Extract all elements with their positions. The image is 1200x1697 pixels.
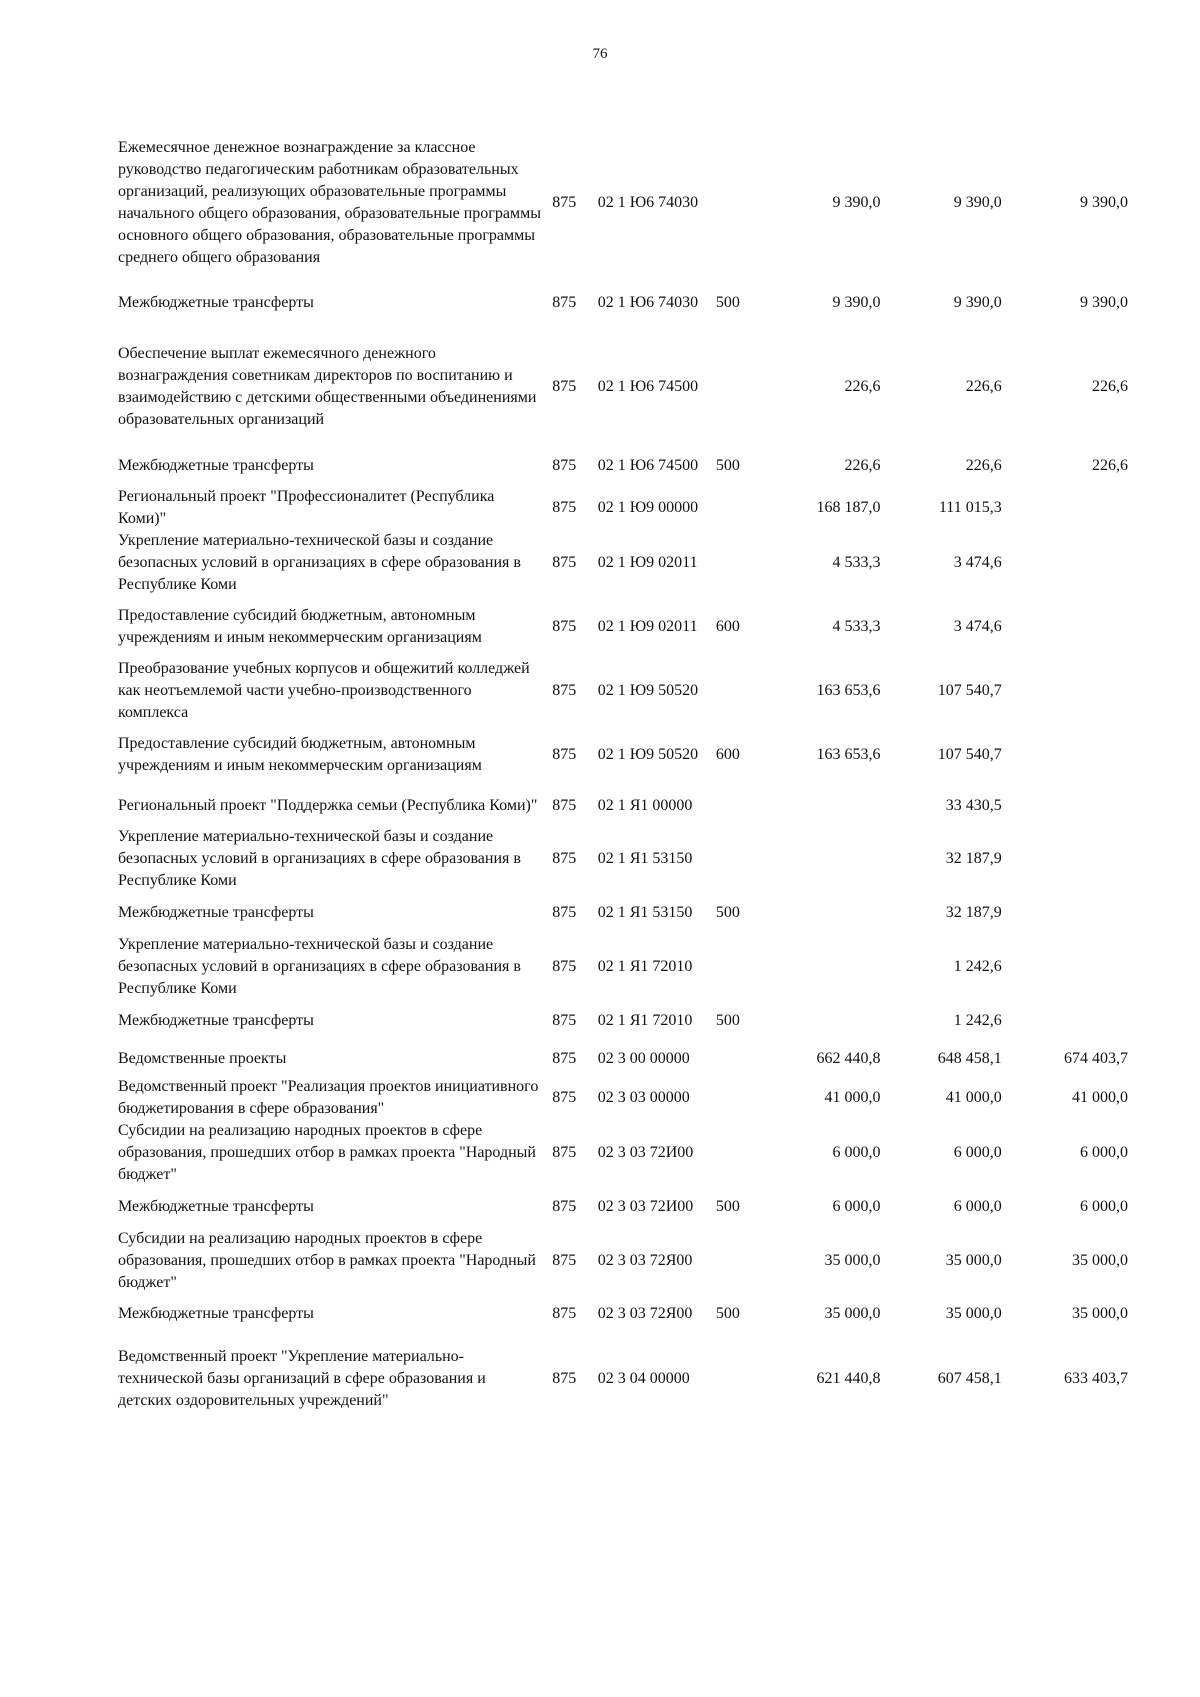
row-amount-year1: 6 000,0	[832, 1198, 881, 1215]
row-amount-year3: 226,6	[1092, 378, 1128, 395]
row-amount-year1: 662 440,8	[816, 1050, 881, 1067]
row-name: Региональный проект "Профессионалитет (Республика Коми)"	[118, 488, 495, 527]
row-amount-year2: 226,6	[965, 378, 1002, 395]
row-amount-year3: 35 000,0	[1072, 1305, 1128, 1322]
row-amount-year3: 6 000,0	[1080, 1198, 1128, 1215]
row-grbs-code: 875	[552, 904, 577, 921]
table-body	[118, 128, 1128, 1424]
row-grbs-code: 875	[552, 194, 577, 211]
row-expense-type: 600	[715, 746, 740, 763]
row-name: Укрепление материально-технической базы и создание безопасных условий в организациях в сфере образования в Республике Коми	[118, 936, 521, 997]
table-row	[118, 1000, 1128, 1042]
row-amount-year3: 41 000,0	[1072, 1089, 1128, 1106]
row-name: Укрепление материально-технической базы и создание безопасных условий в организациях в сфере образования в Республике Коми	[118, 532, 521, 593]
row-expense-type: 600	[715, 618, 740, 635]
row-name: Межбюджетные трансферты	[118, 1305, 314, 1322]
row-amount-year1: 41 000,0	[824, 1089, 881, 1106]
row-name: Субсидии на реализацию народных проектов в сфере образования, прошедших отбор в рамках проекта "Народный бюджет"	[118, 1122, 536, 1183]
row-amount-year1: 621 440,8	[816, 1370, 881, 1387]
row-target-article: 02 3 04 00000	[597, 1370, 690, 1387]
row-amount-year2: 9 390,0	[953, 194, 1002, 211]
row-expense-type	[716, 786, 761, 826]
row-amount-year1: 163 653,6	[816, 682, 881, 699]
row-name: Ежемесячное денежное вознаграждение за классное руководство педагогическим работникам образовательных организаций, реализующих образовательные программы начального общего образования, образовательные программы основного общего образования, образовательные программы среднего общего образования	[118, 139, 541, 266]
row-amount-year2: 1 242,6	[953, 1012, 1002, 1029]
row-target-article: 02 3 00 00000	[597, 1050, 690, 1067]
budget-table	[118, 128, 1128, 1424]
row-grbs-code: 875	[552, 1198, 577, 1215]
table-row	[118, 1042, 1128, 1076]
row-amount-year3	[1002, 486, 1128, 530]
row-amount-year2: 32 187,9	[945, 850, 1002, 867]
row-grbs-code: 875	[552, 746, 577, 763]
row-amount-year2: 32 187,9	[945, 904, 1002, 921]
table-row	[118, 1186, 1128, 1228]
table-row	[118, 1228, 1128, 1294]
row-expense-type	[716, 328, 761, 446]
row-grbs-code: 875	[552, 1252, 577, 1269]
row-name: Межбюджетные трансферты	[118, 294, 314, 311]
row-target-article: 02 1 Ю9 00000	[597, 499, 699, 516]
row-amount-year2: 226,6	[965, 457, 1002, 474]
row-amount-year2: 6 000,0	[953, 1144, 1002, 1161]
row-target-article: 02 1 Ю9 02011	[597, 618, 698, 635]
row-grbs-code: 875	[552, 958, 577, 975]
row-name: Межбюджетные трансферты	[118, 904, 314, 921]
table-row	[118, 278, 1128, 328]
row-amount-year1	[761, 1000, 880, 1042]
row-amount-year3	[1002, 724, 1128, 786]
row-amount-year2: 35 000,0	[945, 1305, 1002, 1322]
row-target-article: 02 1 Ю6 74500	[597, 457, 699, 474]
row-expense-type: 500	[715, 1305, 740, 1322]
row-grbs-code: 875	[552, 850, 577, 867]
row-target-article: 02 1 Я1 53150	[597, 850, 693, 867]
row-grbs-code: 875	[552, 1305, 577, 1322]
row-grbs-code: 875	[552, 457, 577, 474]
row-grbs-code: 875	[552, 378, 577, 395]
row-expense-type	[716, 530, 761, 596]
row-amount-year1: 168 187,0	[816, 499, 881, 516]
table-row	[118, 486, 1128, 530]
row-grbs-code: 875	[552, 1089, 577, 1106]
row-name: Укрепление материально-технической базы и создание безопасных условий в организациях в сфере образования в Республике Коми	[118, 828, 521, 889]
row-target-article: 02 1 Ю6 74500	[597, 378, 699, 395]
row-amount-year1	[761, 786, 880, 826]
row-amount-year3: 35 000,0	[1072, 1252, 1128, 1269]
row-amount-year2: 9 390,0	[953, 294, 1002, 311]
row-expense-type	[716, 486, 761, 530]
row-amount-year2: 607 458,1	[937, 1370, 1002, 1387]
row-name: Субсидии на реализацию народных проектов в сфере образования, прошедших отбор в рамках проекта "Народный бюджет"	[118, 1230, 536, 1291]
row-target-article: 02 1 Я1 72010	[597, 958, 693, 975]
row-amount-year3	[1002, 826, 1128, 892]
row-grbs-code: 875	[552, 1370, 577, 1387]
table-row	[118, 826, 1128, 892]
row-amount-year1: 226,6	[844, 378, 881, 395]
row-grbs-code: 875	[552, 1144, 577, 1161]
row-grbs-code: 875	[552, 294, 577, 311]
row-name: Межбюджетные трансферты	[118, 457, 314, 474]
row-amount-year3	[1002, 1000, 1128, 1042]
row-target-article: 02 1 Я1 72010	[597, 1012, 693, 1029]
row-expense-type: 500	[715, 294, 740, 311]
row-expense-type: 500	[715, 457, 740, 474]
row-target-article: 02 3 03 72И00	[597, 1198, 694, 1215]
row-grbs-code: 875	[552, 1050, 577, 1067]
row-amount-year2: 648 458,1	[937, 1050, 1002, 1067]
row-amount-year1: 6 000,0	[832, 1144, 881, 1161]
row-target-article: 02 3 03 72Я00	[597, 1305, 693, 1322]
row-expense-type	[716, 1228, 761, 1294]
table-row	[118, 892, 1128, 934]
row-amount-year2: 6 000,0	[953, 1198, 1002, 1215]
row-amount-year2: 35 000,0	[945, 1252, 1002, 1269]
row-amount-year2: 1 242,6	[953, 958, 1002, 975]
row-expense-type	[716, 934, 761, 1000]
table-row	[118, 1334, 1128, 1424]
row-amount-year3: 674 403,7	[1064, 1050, 1128, 1067]
row-amount-year3	[1002, 658, 1128, 724]
row-amount-year1: 4 533,3	[832, 618, 881, 635]
row-target-article: 02 3 03 72И00	[597, 1144, 694, 1161]
row-name: Ведомственный проект "Укрепление материально-технической базы организаций в сфере образования и детских оздоровительных учреждений"	[118, 1348, 486, 1409]
row-amount-year2: 107 540,7	[937, 746, 1002, 763]
row-grbs-code: 875	[552, 499, 577, 516]
row-expense-type	[716, 128, 761, 278]
row-target-article: 02 1 Ю9 50520	[597, 746, 699, 763]
table-row	[118, 1120, 1128, 1186]
table-row	[118, 596, 1128, 658]
row-expense-type	[716, 658, 761, 724]
row-name: Региональный проект "Поддержка семьи (Республика Коми)"	[118, 797, 538, 814]
row-amount-year2: 111 015,3	[938, 499, 1002, 516]
row-target-article: 02 3 03 72Я00	[597, 1252, 693, 1269]
row-amount-year3	[1002, 786, 1128, 826]
row-amount-year1: 9 390,0	[832, 294, 881, 311]
row-amount-year2: 33 430,5	[945, 797, 1002, 814]
row-expense-type	[716, 826, 761, 892]
row-amount-year3: 9 390,0	[1080, 194, 1128, 211]
row-amount-year3: 226,6	[1092, 457, 1128, 474]
row-amount-year1	[761, 892, 880, 934]
row-expense-type	[716, 1334, 761, 1424]
row-name: Обеспечение выплат ежемесячного денежного вознаграждения советникам директоров по воспитанию и взаимодействию с детскими общественными объединениями образовательных организаций	[118, 345, 537, 428]
row-name: Предоставление субсидий бюджетным, автономным учреждениям и иным некоммерческим организациям	[118, 735, 482, 774]
row-amount-year1: 35 000,0	[824, 1305, 881, 1322]
row-target-article: 02 1 Я1 00000	[597, 797, 693, 814]
row-amount-year3: 6 000,0	[1080, 1144, 1128, 1161]
table-row	[118, 658, 1128, 724]
row-expense-type	[716, 1076, 761, 1120]
table-row	[118, 446, 1128, 486]
row-grbs-code: 875	[552, 797, 577, 814]
row-amount-year3: 9 390,0	[1080, 294, 1128, 311]
row-target-article: 02 1 Я1 53150	[597, 904, 693, 921]
row-grbs-code: 875	[552, 618, 577, 635]
row-expense-type: 500	[715, 1012, 740, 1029]
row-name: Предоставление субсидий бюджетным, автономным учреждениям и иным некоммерческим организациям	[118, 607, 482, 646]
row-target-article: 02 1 Ю9 50520	[597, 682, 699, 699]
row-amount-year2: 3 474,6	[953, 618, 1002, 635]
table-row	[118, 328, 1128, 446]
table-row	[118, 128, 1128, 278]
row-expense-type: 500	[715, 1198, 740, 1215]
row-amount-year1	[761, 826, 880, 892]
table-row	[118, 786, 1128, 826]
row-expense-type	[716, 1042, 761, 1076]
row-name: Межбюджетные трансферты	[118, 1198, 314, 1215]
row-amount-year1: 4 533,3	[832, 554, 881, 571]
row-amount-year2: 41 000,0	[945, 1089, 1002, 1106]
row-target-article: 02 1 Ю9 02011	[597, 554, 698, 571]
table-row	[118, 934, 1128, 1000]
row-grbs-code: 875	[552, 554, 577, 571]
row-amount-year3	[1002, 892, 1128, 934]
row-amount-year3	[1002, 934, 1128, 1000]
row-amount-year1: 9 390,0	[832, 194, 881, 211]
row-name: Ведомственные проекты	[118, 1050, 287, 1067]
row-amount-year2: 3 474,6	[953, 554, 1002, 571]
table-row	[118, 1294, 1128, 1334]
row-amount-year3	[1002, 596, 1128, 658]
row-name: Ведомственный проект "Реализация проектов инициативного бюджетирования в сфере образования"	[118, 1078, 539, 1117]
row-target-article: 02 3 03 00000	[597, 1089, 690, 1106]
table-row	[118, 530, 1128, 596]
row-amount-year1: 226,6	[844, 457, 881, 474]
row-target-article: 02 1 Ю6 74030	[597, 294, 699, 311]
table-row	[118, 1076, 1128, 1120]
row-amount-year3	[1002, 530, 1128, 596]
row-target-article: 02 1 Ю6 74030	[597, 194, 699, 211]
row-amount-year1: 163 653,6	[816, 746, 881, 763]
row-amount-year1: 35 000,0	[824, 1252, 881, 1269]
row-amount-year1	[761, 934, 880, 1000]
row-name: Межбюджетные трансферты	[118, 1012, 314, 1029]
row-expense-type: 500	[715, 904, 740, 921]
row-expense-type	[716, 1120, 761, 1186]
row-name: Преобразование учебных корпусов и общежитий колледжей как неотъемлемой части учебно-производственного комплекса	[118, 660, 530, 721]
row-grbs-code: 875	[552, 682, 577, 699]
page-number: 76	[592, 46, 608, 62]
row-amount-year2: 107 540,7	[937, 682, 1002, 699]
table-row	[118, 724, 1128, 786]
row-amount-year3: 633 403,7	[1064, 1370, 1128, 1387]
row-grbs-code: 875	[552, 1012, 577, 1029]
